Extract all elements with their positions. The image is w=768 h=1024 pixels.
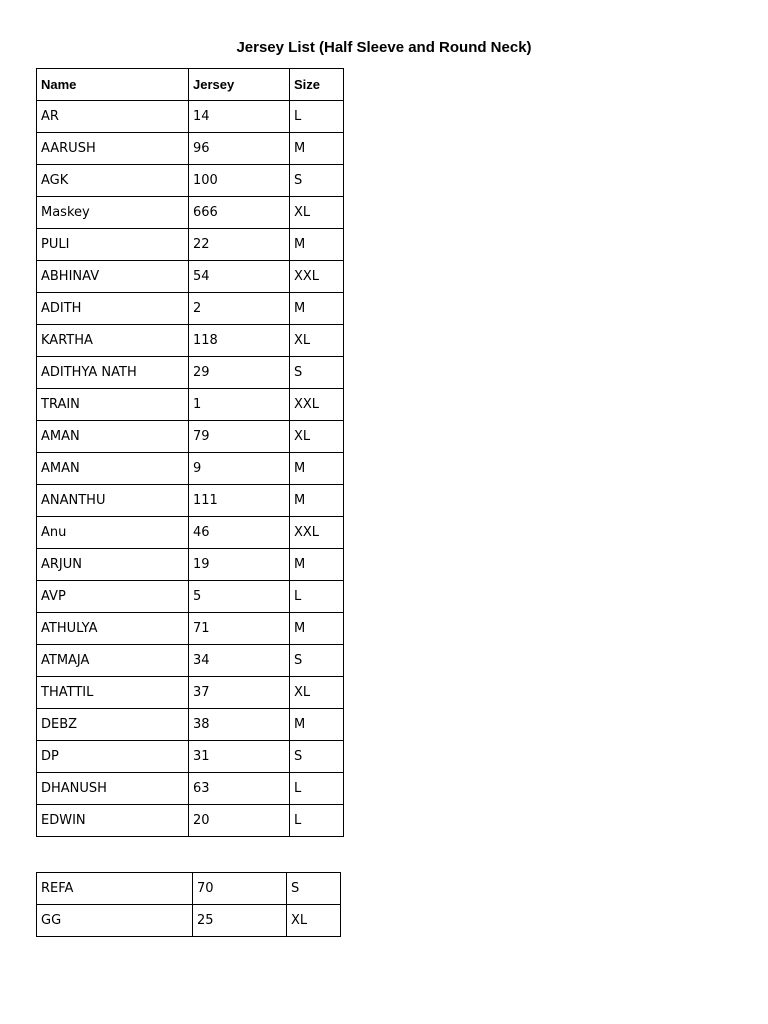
- cell-name: AGK: [37, 165, 189, 197]
- cell-name: DP: [37, 741, 189, 773]
- extra-table-body: [37, 873, 341, 937]
- cell-name: ANANTHU: [37, 485, 189, 517]
- cell-size: XXL: [290, 517, 344, 549]
- cell-jersey: 111: [189, 485, 290, 517]
- cell-size: M: [290, 709, 344, 741]
- table-row: [37, 517, 344, 549]
- cell-name: KARTHA: [37, 325, 189, 357]
- table-row: [37, 357, 344, 389]
- table-row: [37, 709, 344, 741]
- table-row: [37, 453, 344, 485]
- cell-size: M: [290, 453, 344, 485]
- cell-name: ABHINAV: [37, 261, 189, 293]
- table-row: [37, 197, 344, 229]
- cell-size: L: [290, 101, 344, 133]
- cell-size: XL: [290, 197, 344, 229]
- cell-name: Anu: [37, 517, 189, 549]
- cell-jersey: 70: [193, 873, 287, 905]
- cell-jersey: 31: [189, 741, 290, 773]
- cell-jersey: 71: [189, 613, 290, 645]
- cell-name: PULI: [37, 229, 189, 261]
- cell-jersey: 96: [189, 133, 290, 165]
- table-row: [37, 101, 344, 133]
- cell-jersey: 54: [189, 261, 290, 293]
- table-row: [37, 421, 344, 453]
- cell-name: DHANUSH: [37, 773, 189, 805]
- cell-jersey: 20: [189, 805, 290, 837]
- table-row: [37, 389, 344, 421]
- cell-name: AR: [37, 101, 189, 133]
- cell-jersey: 22: [189, 229, 290, 261]
- cell-size: M: [290, 293, 344, 325]
- table-row: [37, 805, 344, 837]
- cell-size: XL: [290, 325, 344, 357]
- header-jersey: Jersey: [189, 69, 290, 101]
- cell-size: M: [290, 133, 344, 165]
- table-row: [37, 229, 344, 261]
- cell-name: ADITH: [37, 293, 189, 325]
- cell-name: DEBZ: [37, 709, 189, 741]
- cell-name: Maskey: [37, 197, 189, 229]
- cell-jersey: 25: [193, 905, 287, 937]
- cell-size: L: [290, 581, 344, 613]
- extra-jersey-table: [36, 872, 341, 937]
- cell-size: S: [290, 741, 344, 773]
- cell-size: XL: [287, 905, 341, 937]
- cell-size: XL: [290, 421, 344, 453]
- table-row: [37, 741, 344, 773]
- cell-jersey: 46: [189, 517, 290, 549]
- cell-jersey: 29: [189, 357, 290, 389]
- table-row: [37, 677, 344, 709]
- table-row: [37, 549, 344, 581]
- table-row: [37, 873, 341, 905]
- cell-jersey: 9: [189, 453, 290, 485]
- cell-size: L: [290, 805, 344, 837]
- cell-name: THATTIL: [37, 677, 189, 709]
- cell-jersey: 1: [189, 389, 290, 421]
- cell-name: AMAN: [37, 453, 189, 485]
- cell-size: XXL: [290, 389, 344, 421]
- cell-size: XXL: [290, 261, 344, 293]
- table-row: [37, 581, 344, 613]
- cell-jersey: 63: [189, 773, 290, 805]
- cell-size: S: [290, 357, 344, 389]
- header-name: Name: [37, 69, 189, 101]
- table-body: [37, 101, 344, 837]
- cell-size: S: [287, 873, 341, 905]
- cell-jersey: 14: [189, 101, 290, 133]
- cell-jersey: 79: [189, 421, 290, 453]
- cell-size: M: [290, 613, 344, 645]
- cell-size: S: [290, 165, 344, 197]
- cell-name: AVP: [37, 581, 189, 613]
- cell-size: S: [290, 645, 344, 677]
- cell-name: REFA: [37, 873, 193, 905]
- cell-name: ATHULYA: [37, 613, 189, 645]
- table-row: [37, 325, 344, 357]
- table-row: [37, 261, 344, 293]
- cell-size: XL: [290, 677, 344, 709]
- cell-name: EDWIN: [37, 805, 189, 837]
- table-row: [37, 293, 344, 325]
- table-row: [37, 773, 344, 805]
- cell-size: M: [290, 549, 344, 581]
- cell-jersey: 34: [189, 645, 290, 677]
- cell-name: ATMAJA: [37, 645, 189, 677]
- table-row: [37, 133, 344, 165]
- header-size: Size: [290, 69, 344, 101]
- cell-name: GG: [37, 905, 193, 937]
- table-row: [37, 485, 344, 517]
- cell-size: M: [290, 485, 344, 517]
- jersey-table: [36, 68, 344, 837]
- table-header-row: [37, 69, 344, 101]
- cell-name: ADITHYA NATH: [37, 357, 189, 389]
- cell-jersey: 19: [189, 549, 290, 581]
- cell-jersey: 118: [189, 325, 290, 357]
- table-row: [37, 905, 341, 937]
- cell-size: M: [290, 229, 344, 261]
- page-title: Jersey List (Half Sleeve and Round Neck): [236, 39, 532, 56]
- cell-name: ARJUN: [37, 549, 189, 581]
- table-row: [37, 165, 344, 197]
- cell-name: AARUSH: [37, 133, 189, 165]
- table-row: [37, 645, 344, 677]
- cell-size: L: [290, 773, 344, 805]
- cell-jersey: 100: [189, 165, 290, 197]
- cell-name: AMAN: [37, 421, 189, 453]
- cell-jersey: 2: [189, 293, 290, 325]
- cell-jersey: 5: [189, 581, 290, 613]
- table-row: [37, 613, 344, 645]
- cell-jersey: 38: [189, 709, 290, 741]
- cell-name: TRAIN: [37, 389, 189, 421]
- cell-jersey: 37: [189, 677, 290, 709]
- cell-jersey: 666: [189, 197, 290, 229]
